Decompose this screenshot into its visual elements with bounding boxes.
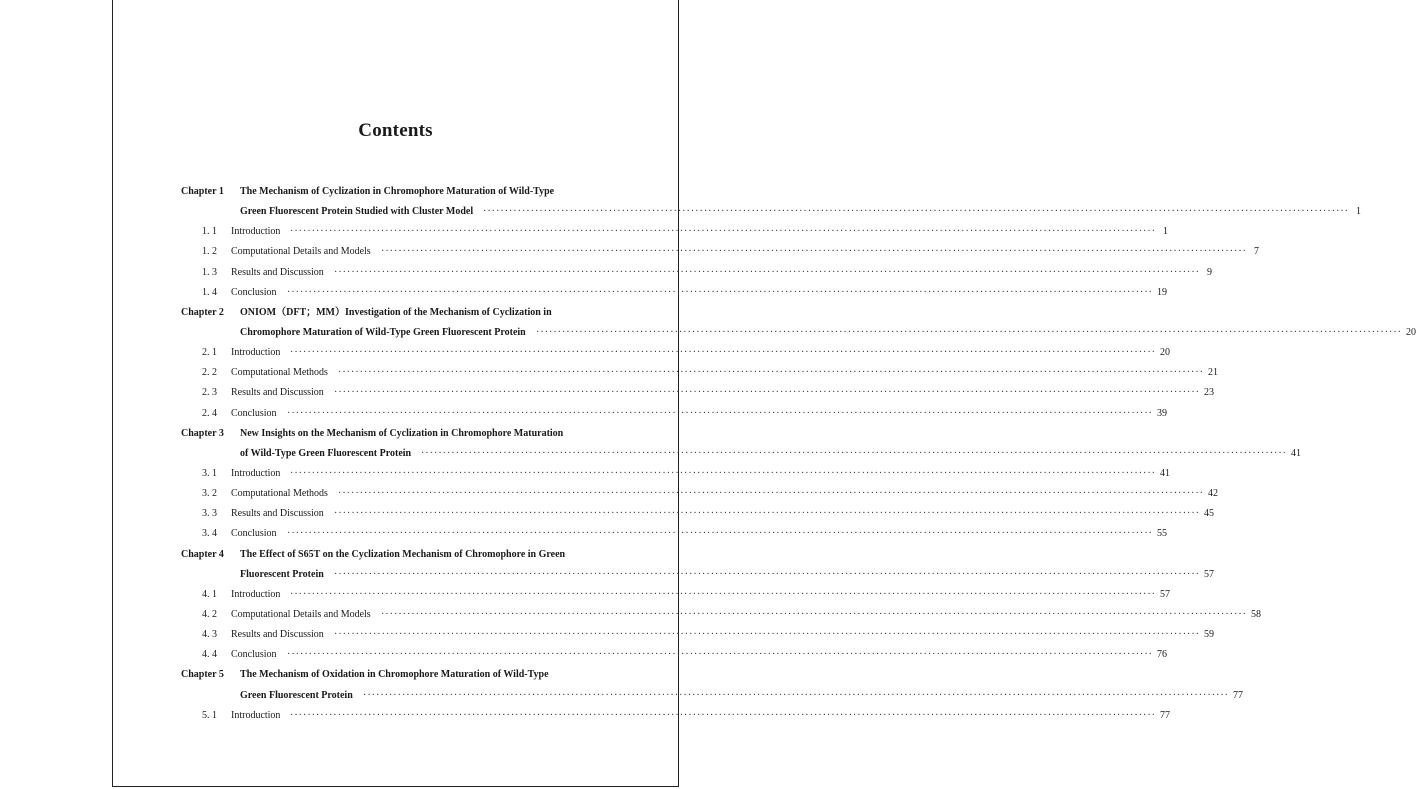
toc-section-line — [181, 343, 1171, 363]
toc-section-line — [181, 484, 1219, 504]
dot-leader-row — [286, 222, 1169, 242]
toc-chapter-line — [181, 444, 1302, 464]
section-number: 3. 4 — [202, 528, 217, 540]
toc-chapter-line — [181, 565, 1215, 585]
page-number: 57 — [1160, 588, 1171, 600]
section-title: Computational Details and Models — [231, 608, 371, 620]
chapter-title: Fluorescent Protein — [240, 568, 324, 580]
page-number: 76 — [1157, 649, 1168, 661]
dot-leader: ········································································································································································································ — [536, 326, 1403, 338]
page-number: 77 — [1160, 709, 1171, 721]
section-title: Introduction — [231, 347, 281, 359]
page-number: 58 — [1251, 608, 1262, 620]
toc-section-line — [181, 625, 1215, 645]
page-number: 55 — [1157, 528, 1168, 540]
section-number: 1. 2 — [202, 246, 217, 258]
section-title: Introduction — [231, 588, 281, 600]
toc-chapter-line — [181, 202, 1362, 222]
dot-leader-row — [330, 504, 1215, 524]
dot-leader: ········································································································································································································ — [287, 528, 1154, 540]
chapter-number: Chapter 4 — [181, 548, 224, 560]
dot-leader: ········································································································································································································ — [381, 608, 1248, 620]
section-number: 5. 1 — [202, 709, 217, 721]
dot-leader: ········································································································································································································ — [290, 226, 1157, 238]
dot-leader-row — [334, 363, 1219, 383]
dot-leader-row — [286, 464, 1171, 484]
toc-section-line — [181, 645, 1168, 665]
dot-leader-row — [377, 242, 1260, 262]
section-title: Introduction — [231, 709, 281, 721]
toc-chapter-line — [181, 686, 1244, 706]
toc-section-line — [181, 383, 1215, 403]
dot-leader-row — [286, 706, 1171, 726]
dot-leader-row — [283, 645, 1168, 665]
section-title: Computational Details and Models — [231, 246, 371, 258]
dot-leader: ········································································································································································································ — [334, 629, 1201, 641]
dot-leader: ········································································································································································································ — [421, 447, 1288, 459]
dot-leader: ········································································································································································································ — [287, 286, 1154, 298]
toc-section-line — [181, 504, 1215, 524]
toc-section-line — [181, 263, 1213, 283]
section-number: 1. 4 — [202, 286, 217, 298]
dot-leader-row — [286, 585, 1171, 605]
toc-section-line — [181, 524, 1168, 544]
toc-section-line — [181, 605, 1262, 625]
page-number: 39 — [1157, 407, 1168, 419]
page-number: 57 — [1204, 568, 1215, 580]
chapter-title: New Insights on the Mechanism of Cyclization in Chromophore Maturation — [240, 427, 564, 439]
section-number: 4. 3 — [202, 629, 217, 641]
page-number: 45 — [1204, 508, 1215, 520]
toc-section-line — [181, 222, 1169, 242]
dot-leader: ········································································································································································································ — [334, 508, 1201, 520]
section-number: 4. 1 — [202, 588, 217, 600]
page-number: 1 — [1356, 206, 1362, 218]
toc-chapter-line — [181, 665, 611, 685]
page-number: 23 — [1204, 387, 1215, 399]
dot-leader-row — [377, 605, 1262, 625]
dot-leader-row — [330, 625, 1215, 645]
dot-leader: ········································································································································································································ — [287, 649, 1154, 661]
page-number: 20 — [1406, 326, 1416, 338]
chapter-title: Green Fluorescent Protein Studied with Cluster Model — [240, 206, 474, 218]
chapter-number: Chapter 5 — [181, 669, 224, 681]
chapter-number: Chapter 3 — [181, 427, 224, 439]
chapter-title: The Effect of S65T on the Cyclization Mechanism of Chromophore in Green — [240, 548, 566, 560]
toc-section-line — [181, 242, 1260, 262]
chapter-title: The Mechanism of Oxidation in Chromophore Maturation of Wild-Type — [240, 669, 549, 681]
section-title: Computational Methods — [231, 488, 328, 500]
dot-leader: ········································································································································································································ — [334, 266, 1201, 278]
dot-leader-row — [286, 343, 1171, 363]
toc-chapter-line — [181, 323, 1416, 343]
dot-leader: ········································································································································································································ — [287, 407, 1154, 419]
dot-leader-row — [330, 383, 1215, 403]
chapter-title: Green Fluorescent Protein — [240, 689, 353, 701]
toc-chapter-line — [181, 424, 611, 444]
chapter-title: The Mechanism of Cyclization in Chromophore Maturation of Wild-Type — [240, 186, 555, 197]
page-number: 41 — [1160, 467, 1171, 479]
document-page — [112, 0, 1416, 787]
dot-leader: ········································································································································································································ — [290, 467, 1157, 479]
toc-section-line — [181, 464, 1171, 484]
dot-leader: ········································································································································································································ — [334, 568, 1201, 580]
section-title: Results and Discussion — [231, 508, 324, 520]
toc-section-line — [181, 404, 1168, 424]
toc-section-line — [181, 363, 1219, 383]
section-number: 2. 2 — [202, 367, 217, 379]
section-number: 4. 2 — [202, 608, 217, 620]
page-number: 77 — [1233, 689, 1244, 701]
chapter-number: Chapter 2 — [181, 306, 224, 318]
chapter-title: ONIOM（DFT；MM）Investigation of the Mechanism of Cyclization in — [240, 306, 552, 318]
section-title: Computational Methods — [231, 367, 328, 379]
toc-section-line — [181, 706, 1171, 726]
section-number: 4. 4 — [202, 649, 217, 661]
section-number: 2. 3 — [202, 387, 217, 399]
page-number: 21 — [1208, 367, 1219, 379]
page-number: 9 — [1207, 266, 1213, 278]
page-number: 41 — [1291, 447, 1302, 459]
dot-leader: ········································································································································································································ — [290, 709, 1157, 721]
dot-leader: ········································································································································································································ — [363, 689, 1230, 701]
toc-section-line — [181, 585, 1171, 605]
section-title: Results and Discussion — [231, 629, 324, 641]
dot-leader: ········································································································································································································ — [290, 347, 1157, 359]
section-number: 3. 1 — [202, 467, 217, 479]
dot-leader-row — [283, 283, 1168, 303]
chapter-number: Chapter 1 — [181, 186, 224, 197]
dot-leader-row — [330, 565, 1215, 585]
dot-leader: ········································································································································································································ — [334, 387, 1201, 399]
section-title: Conclusion — [231, 649, 277, 661]
section-title: Conclusion — [231, 407, 277, 419]
dot-leader: ········································································································································································································ — [338, 488, 1205, 500]
dot-leader-row — [283, 404, 1168, 424]
dot-leader-row — [283, 524, 1168, 544]
page-number: 7 — [1254, 246, 1260, 258]
section-title: Introduction — [231, 467, 281, 479]
toc-chapter-line — [181, 303, 611, 323]
section-title: Conclusion — [231, 286, 277, 298]
page-number: 19 — [1157, 286, 1168, 298]
section-title: Introduction — [231, 226, 281, 238]
page-number: 20 — [1160, 347, 1171, 359]
toc-section-line — [181, 283, 1168, 303]
page-number: 59 — [1204, 629, 1215, 641]
chapter-title: Chromophore Maturation of Wild-Type Green Fluorescent Protein — [240, 326, 526, 338]
dot-leader: ········································································································································································································ — [483, 206, 1350, 218]
section-number: 2. 1 — [202, 347, 217, 359]
dot-leader: ········································································································································································································ — [381, 246, 1248, 258]
page-number: 1 — [1163, 226, 1169, 238]
contents-title: Contents — [358, 120, 433, 141]
section-title: Results and Discussion — [231, 387, 324, 399]
dot-leader: ········································································································································································································ — [290, 588, 1157, 600]
table-of-contents — [181, 182, 1416, 726]
dot-leader-row — [532, 323, 1416, 343]
dot-leader-row — [417, 444, 1302, 464]
dot-leader: ········································································································································································································ — [338, 367, 1205, 379]
toc-chapter-line — [181, 545, 611, 565]
section-title: Results and Discussion — [231, 266, 324, 278]
chapter-title: of Wild-Type Green Fluorescent Protein — [240, 447, 412, 459]
section-number: 2. 4 — [202, 407, 217, 419]
section-number: 3. 2 — [202, 488, 217, 500]
page-number: 42 — [1208, 488, 1219, 500]
dot-leader-row — [330, 263, 1213, 283]
dot-leader-row — [359, 686, 1244, 706]
dot-leader-row — [334, 484, 1219, 504]
section-title: Conclusion — [231, 528, 277, 540]
section-number: 1. 3 — [202, 266, 217, 278]
section-number: 3. 3 — [202, 508, 217, 520]
toc-chapter-line — [181, 182, 611, 202]
section-number: 1. 1 — [202, 226, 217, 238]
dot-leader-row — [479, 202, 1362, 222]
